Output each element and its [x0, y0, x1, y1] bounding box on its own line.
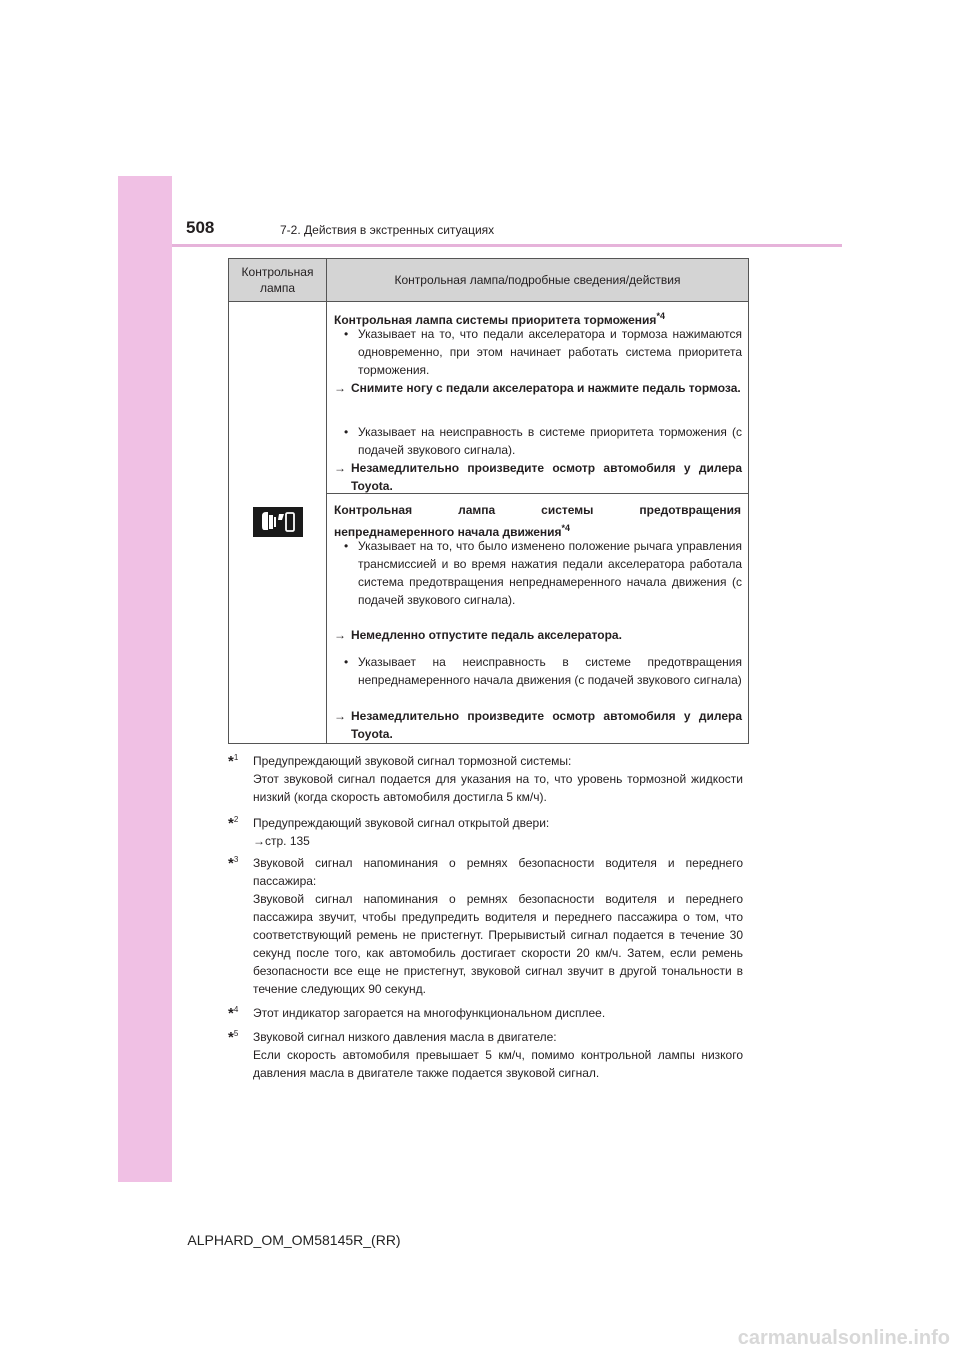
pedal-warning-icon — [253, 507, 303, 537]
row1-action-1: → Снимите ногу с педали акселератора и нажмите педаль тормоза. — [334, 381, 741, 395]
page-header — [172, 214, 840, 248]
row1-bullet-1: • Указывает на то, что педали акселератора и тормоза нажимаются одновременно, при этом начинает работать система приоритета торможения. — [344, 327, 742, 377]
warning-lamp-table — [228, 258, 749, 744]
site-watermark: carmanualsonline.info — [737, 1327, 950, 1349]
row1-bullet-2: • Указывает на неисправность в системе приоритета торможения (с подачей звукового сигнала). — [344, 425, 742, 457]
row2-bullet-1: • Указывает на то, что было изменено положение рычага управления трансмиссией и во время нажатия педали акселератора работала система предотвращения непреднамеренного начала движения (с подачей звукового сигнала). — [344, 539, 742, 607]
row-drive-start-control — [327, 494, 748, 743]
table-header-row — [229, 259, 748, 302]
row1-title: Контрольная лампа системы приоритета торможения$^{*4}$ — [334, 311, 665, 327]
row2-title: Контрольная лампа системы предотвращения непреднамеренного начала движения$^{*4}$ — [334, 503, 741, 539]
page-number: 508 — [186, 218, 215, 237]
header-rule — [172, 244, 842, 247]
row2-action-2: → Незамедлительно произведите осмотр автомобиля у дилера Toyota. — [334, 709, 742, 741]
lamp-icon-cell — [229, 301, 327, 743]
row2-bullet-2: • Указывает на неисправность в системе предотвращения непреднамеренного начала движения (с подачей звукового сигнала) — [344, 655, 742, 687]
row1-action-2: → Незамедлительно произведите осмотр автомобиля у дилера Toyota. — [334, 461, 742, 493]
row-brake-override — [327, 301, 748, 494]
footer-doc-code: ALPHARD_OM_OM58145R_(RR) — [187, 1232, 401, 1248]
section-title: 7-2. Действия в экстренных ситуациях — [280, 223, 495, 237]
column-header-lamp: Контрольная лампа — [229, 259, 327, 301]
row2-action-1: → Немедленно отпустите педаль акселератора. — [334, 628, 622, 642]
side-tab-band — [118, 176, 172, 1182]
column-header-details: Контрольная лампа/подробные сведения/действия — [394, 273, 681, 287]
